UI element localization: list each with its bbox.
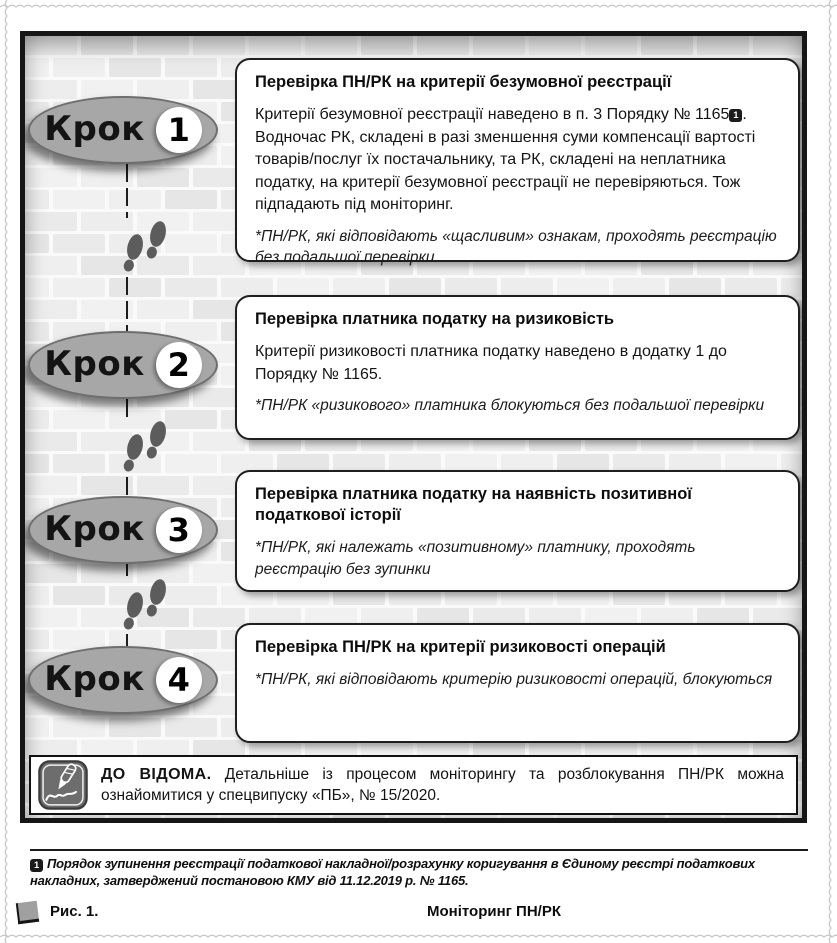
pen-icon xyxy=(38,760,88,810)
footprints-icon xyxy=(121,221,173,275)
step-2-oval xyxy=(28,331,218,399)
footprints-icon xyxy=(121,579,173,633)
footprints-icon xyxy=(121,421,173,475)
footnote-marker-icon: 1 xyxy=(30,859,43,872)
step-2-note: *ПН/РК «ризикового» платника блокуються без подальшої перевірки xyxy=(255,397,765,414)
wavy-border-top-icon xyxy=(0,2,837,12)
info-note-body: Детальніше із процесом моніторингу та розблокування ПН/РК можна ознайомитися у спецвипуску «ПБ», № 15/2020. xyxy=(101,766,784,804)
step-number-badge: 4 xyxy=(156,657,202,703)
step-4-panel xyxy=(235,623,800,743)
connector-line xyxy=(126,277,128,331)
step-1-body xyxy=(255,104,780,217)
wavy-border-bottom-icon xyxy=(0,932,837,942)
step-4-oval xyxy=(28,646,218,714)
step-3-note: *ПН/РК, які належать «позитивному» платнику, проходять реєстрацію без зупинки xyxy=(255,539,696,578)
footnote-rule xyxy=(30,849,808,851)
footnote xyxy=(30,856,812,889)
footnote-marker-icon: 1 xyxy=(729,109,742,122)
figure-title: Моніторинг ПН/РК xyxy=(427,903,561,920)
diagram-frame xyxy=(20,31,807,823)
wavy-border-left-icon xyxy=(2,0,12,943)
info-note-label: ДО ВІДОМА. xyxy=(101,766,212,783)
step-label: Крок xyxy=(44,509,145,549)
connector-line xyxy=(126,634,128,646)
step-4-title: Перевірка ПН/РК на критерії ризиковості операцій xyxy=(255,638,666,656)
step-label: Крок xyxy=(44,344,145,384)
step-1-body-text: . Водночас РК, складені в разі зменшення суми компенсації вартості товарів/послуг їх постачальнику, та РК, складені на неплатника податку, на критерії безумовної реєстрації не перевіряються. Тож підпадають під моніторинг. xyxy=(255,106,756,213)
figure-label: Рис. 1. xyxy=(50,903,99,920)
step-1-oval xyxy=(28,96,218,164)
figure-caption xyxy=(16,901,816,927)
connector-line xyxy=(126,564,128,576)
connector-line xyxy=(126,477,128,496)
step-label: Крок xyxy=(44,659,145,699)
step-1-panel xyxy=(235,58,800,266)
step-number-badge: 2 xyxy=(156,342,202,388)
step-3-oval xyxy=(28,496,218,564)
connector-line xyxy=(126,164,128,218)
footnote-text: Порядок зупинення реєстрації податкової накладної/розрахунку коригування в Єдиному реєстрі податкових накладних, затверджений постановою КМУ від 11.12.2019 р. № 1165. xyxy=(30,856,755,888)
wavy-border-right-icon xyxy=(826,0,836,943)
step-2-body: Критерії ризиковості платника податку наведено в додатку 1 до Порядку № 1165. xyxy=(255,343,727,383)
step-2-panel xyxy=(235,295,800,440)
step-number-badge: 3 xyxy=(156,507,202,553)
step-2-title: Перевірка платника податку на ризиковість xyxy=(255,310,615,328)
step-3-panel xyxy=(235,470,800,592)
brick-wall-background xyxy=(25,36,802,818)
step-1-note: *ПН/РК, які відповідають «щасливим» ознакам, проходять реєстрацію без подальшої перевірки xyxy=(255,227,777,266)
step-4-note: *ПН/РК, які відповідають критерію ризиковості операцій, блокуються xyxy=(255,671,773,688)
connector-line xyxy=(126,399,128,418)
figure-icon xyxy=(16,901,39,924)
step-1-body-text: Критерії безумовної реєстрації наведено в п. 3 Порядку № 1165 xyxy=(255,106,730,123)
info-note-box xyxy=(29,755,798,815)
step-1-title: Перевірка ПН/РК на критерії безумовної реєстрації xyxy=(255,73,672,91)
step-3-title: Перевірка платника податку на наявність позитивної податкової історії xyxy=(255,485,692,524)
step-label: Крок xyxy=(44,109,145,149)
info-note-text xyxy=(101,764,784,806)
step-number-badge: 1 xyxy=(156,107,202,153)
